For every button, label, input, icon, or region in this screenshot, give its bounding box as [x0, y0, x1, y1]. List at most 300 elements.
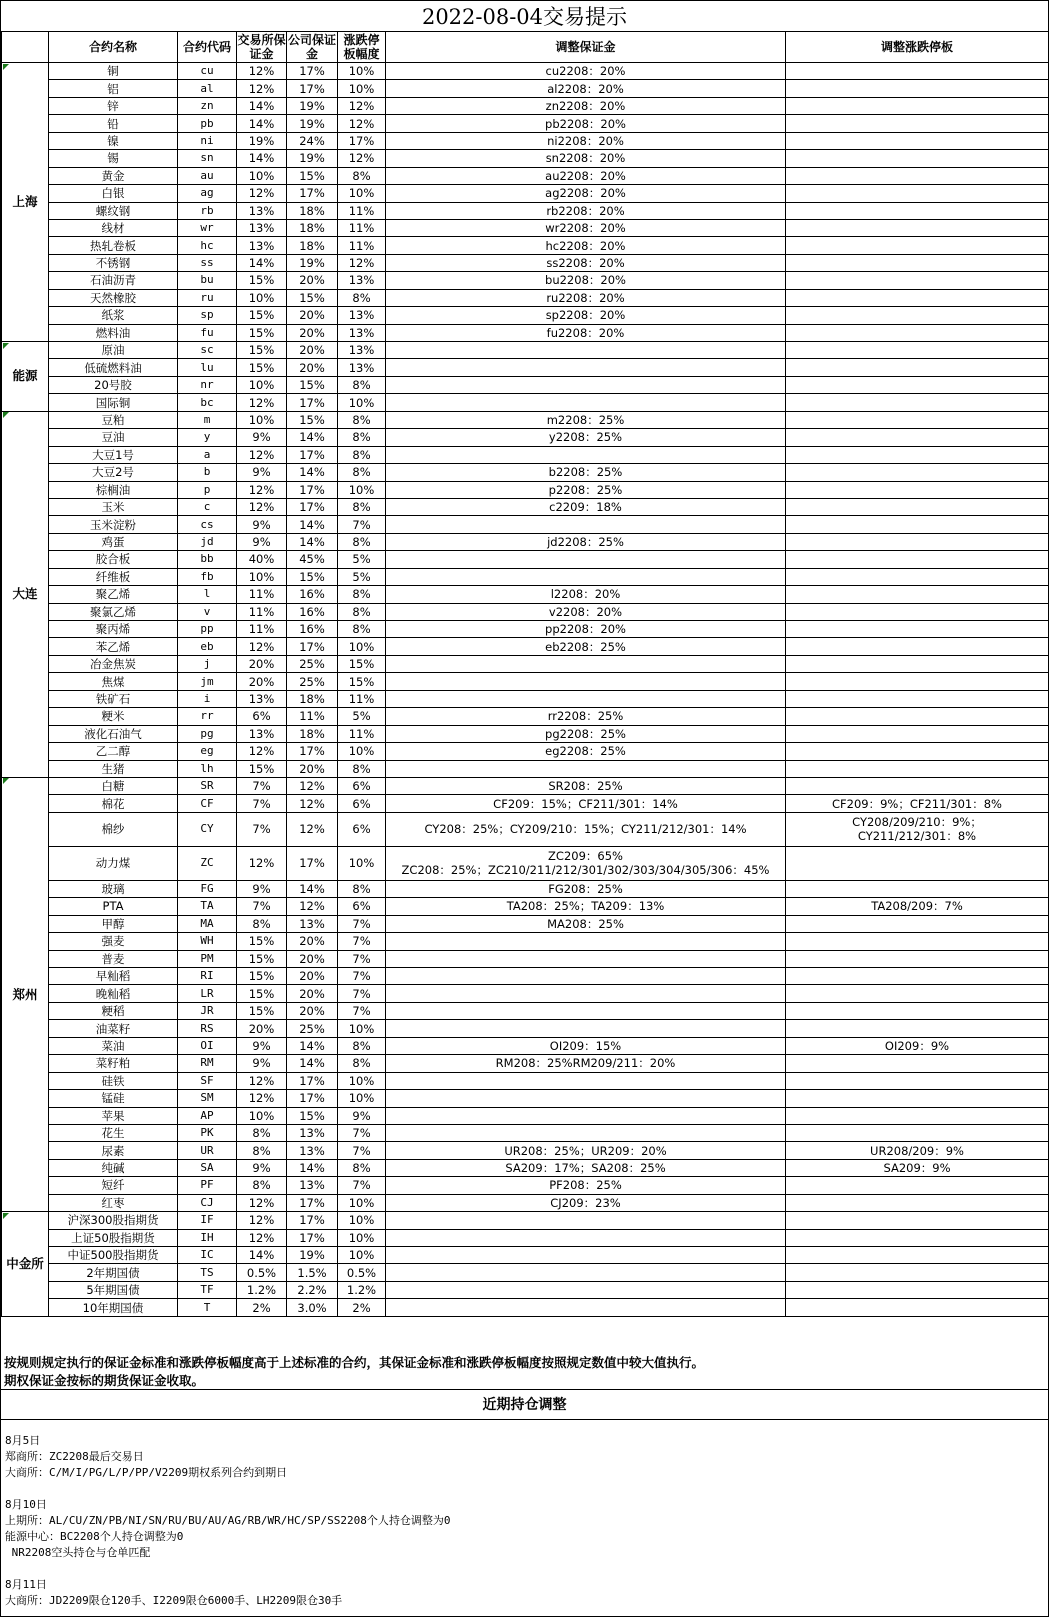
- table-row: [2, 708, 1049, 725]
- page-title: 2022-08-04交易提示: [1, 1, 1048, 32]
- table-row: [2, 1194, 1049, 1211]
- contract-name-cell: 锌: [49, 97, 178, 114]
- price-limit-cell: 13%: [338, 307, 386, 324]
- table-row: [2, 97, 1049, 114]
- note-line: 能源中心：BC2208个人持仓调整为0: [5, 1530, 184, 1543]
- company-margin-cell: 20%: [287, 307, 338, 324]
- table-row: [2, 272, 1049, 289]
- adjusted-margin-cell: m2208：25%: [386, 411, 786, 428]
- exchange-margin-cell: 10%: [237, 411, 287, 428]
- contract-code-cell: ru: [178, 289, 237, 306]
- price-limit-cell: 7%: [338, 968, 386, 985]
- exchange-margin-cell: 12%: [237, 1072, 287, 1089]
- company-margin-cell: 17%: [287, 1212, 338, 1229]
- contract-code-cell: a: [178, 446, 237, 463]
- company-margin-cell: 15%: [287, 376, 338, 393]
- exchange-margin-cell: 15%: [237, 1002, 287, 1019]
- company-margin-cell: 16%: [287, 603, 338, 620]
- adjusted-limit-cell: [786, 132, 1049, 149]
- adjusted-margin-cell: bu2208：20%: [386, 272, 786, 289]
- price-limit-cell: 13%: [338, 359, 386, 376]
- table-row: [2, 481, 1049, 498]
- table-row: [2, 359, 1049, 376]
- company-margin-cell: 19%: [287, 254, 338, 271]
- adjusted-limit-cell: [786, 150, 1049, 167]
- exchange-margin-cell: 12%: [237, 846, 287, 880]
- adjusted-margin-cell: fu2208：20%: [386, 324, 786, 341]
- contract-code-cell: PM: [178, 950, 237, 967]
- contract-code-cell: ss: [178, 254, 237, 271]
- exchange-margin-cell: 1.2%: [237, 1281, 287, 1298]
- price-limit-cell: 9%: [338, 1107, 386, 1124]
- table-row: [2, 516, 1049, 533]
- company-margin-cell: 12%: [287, 795, 338, 812]
- price-limit-cell: 7%: [338, 1002, 386, 1019]
- note-date: 8月10日: [5, 1498, 47, 1511]
- adjusted-margin-cell: [386, 673, 786, 690]
- exchange-margin-cell: 7%: [237, 795, 287, 812]
- price-limit-cell: 12%: [338, 97, 386, 114]
- company-margin-cell: 12%: [287, 777, 338, 794]
- company-margin-cell: 20%: [287, 324, 338, 341]
- company-margin-cell: 20%: [287, 760, 338, 777]
- price-limit-cell: 10%: [338, 1229, 386, 1246]
- table-row: [2, 1124, 1049, 1141]
- adjusted-margin-cell: CF209：15%；CF211/301：14%: [386, 795, 786, 812]
- contract-name-cell: 豆油: [49, 429, 178, 446]
- adjusted-limit-cell: [786, 1247, 1049, 1264]
- adjusted-limit-cell: [786, 254, 1049, 271]
- exchange-margin-cell: 12%: [237, 80, 287, 97]
- table-row: [2, 968, 1049, 985]
- adjusted-limit-cell: [786, 481, 1049, 498]
- price-limit-cell: 8%: [338, 498, 386, 515]
- company-margin-cell: 17%: [287, 80, 338, 97]
- table-row: [2, 725, 1049, 742]
- exchange-margin-cell: 9%: [237, 1037, 287, 1054]
- company-margin-cell: 20%: [287, 1002, 338, 1019]
- exchange-margin-cell: 0.5%: [237, 1264, 287, 1281]
- table-row: [2, 568, 1049, 585]
- exchange-margin-cell: 9%: [237, 880, 287, 897]
- contract-code-cell: FG: [178, 880, 237, 897]
- company-margin-cell: 14%: [287, 533, 338, 550]
- adjusted-limit-cell: [786, 533, 1049, 550]
- price-limit-cell: 8%: [338, 603, 386, 620]
- rule-note-line-1: 按规则规定执行的保证金标准和涨跌停板幅度高于上述标准的合约，其保证金标准和涨跌停板幅度按照规定数值中较大值执行。: [4, 1355, 705, 1370]
- note-line: 大商所：C/M/I/PG/L/P/PP/V2209期权系列合约到期日: [5, 1466, 288, 1479]
- adjusted-limit-cell: [786, 411, 1049, 428]
- exchange-margin-cell: 10%: [237, 376, 287, 393]
- exchange-margin-cell: 13%: [237, 690, 287, 707]
- price-limit-cell: 13%: [338, 272, 386, 289]
- company-margin-cell: 17%: [287, 185, 338, 202]
- exchange-cell: 郑州: [2, 777, 49, 1211]
- price-limit-cell: 10%: [338, 394, 386, 411]
- price-limit-cell: 10%: [338, 1020, 386, 1037]
- contract-name-cell: 10年期国债: [49, 1299, 178, 1316]
- adjusted-margin-cell: [386, 985, 786, 1002]
- adjusted-margin-cell: [386, 1020, 786, 1037]
- table-row: [2, 880, 1049, 897]
- table-row: [2, 915, 1049, 932]
- contract-code-cell: bu: [178, 272, 237, 289]
- company-margin-cell: 13%: [287, 1124, 338, 1141]
- adjusted-margin-cell: rb2208：20%: [386, 202, 786, 219]
- company-margin-cell: 17%: [287, 498, 338, 515]
- adjusted-margin-cell: [386, 1072, 786, 1089]
- company-margin-cell: 25%: [287, 673, 338, 690]
- table-row: [2, 1281, 1049, 1298]
- price-limit-cell: 10%: [338, 1090, 386, 1107]
- price-limit-cell: 12%: [338, 254, 386, 271]
- contract-code-cell: rr: [178, 708, 237, 725]
- exchange-margin-cell: 14%: [237, 115, 287, 132]
- company-margin-cell: 19%: [287, 97, 338, 114]
- contract-code-cell: RM: [178, 1055, 237, 1072]
- recent-adjustments-notes: [5, 1433, 1045, 1609]
- contract-name-cell: 豆粕: [49, 411, 178, 428]
- adjusted-limit-cell: [786, 1194, 1049, 1211]
- adjusted-limit-cell: [786, 933, 1049, 950]
- contract-name-cell: 镍: [49, 132, 178, 149]
- contract-code-cell: jm: [178, 673, 237, 690]
- exchange-margin-cell: 15%: [237, 950, 287, 967]
- company-margin-cell: 14%: [287, 1159, 338, 1176]
- price-limit-cell: 11%: [338, 725, 386, 742]
- contract-name-cell: 黄金: [49, 167, 178, 184]
- contract-code-cell: bb: [178, 551, 237, 568]
- contract-code-cell: TF: [178, 1281, 237, 1298]
- contract-code-cell: eb: [178, 638, 237, 655]
- adjusted-margin-cell: CJ209：23%: [386, 1194, 786, 1211]
- contract-code-cell: ag: [178, 185, 237, 202]
- contract-name-cell: 油菜籽: [49, 1020, 178, 1037]
- company-margin-cell: 1.5%: [287, 1264, 338, 1281]
- exchange-margin-cell: 10%: [237, 568, 287, 585]
- exchange-margin-cell: 11%: [237, 603, 287, 620]
- price-limit-cell: 10%: [338, 638, 386, 655]
- price-limit-cell: 7%: [338, 516, 386, 533]
- price-limit-cell: 11%: [338, 219, 386, 236]
- adjusted-limit-cell: [786, 1090, 1049, 1107]
- company-margin-cell: 15%: [287, 289, 338, 306]
- adjusted-limit-cell: [786, 725, 1049, 742]
- adjusted-margin-cell: CY208：25%；CY209/210：15%；CY211/212/301：14%: [386, 812, 786, 846]
- table-row: [2, 429, 1049, 446]
- contract-name-cell: 生猪: [49, 760, 178, 777]
- contract-code-cell: PF: [178, 1177, 237, 1194]
- exchange-margin-cell: 40%: [237, 551, 287, 568]
- company-margin-cell: 20%: [287, 968, 338, 985]
- table-row: [2, 533, 1049, 550]
- adjusted-limit-cell: [786, 1107, 1049, 1124]
- adjusted-limit-cell: [786, 655, 1049, 672]
- company-margin-cell: 12%: [287, 812, 338, 846]
- contract-code-cell: lh: [178, 760, 237, 777]
- adjusted-limit-cell: [786, 97, 1049, 114]
- adjusted-margin-cell: [386, 1264, 786, 1281]
- adjusted-limit-cell: [786, 846, 1049, 880]
- contract-name-cell: 铁矿石: [49, 690, 178, 707]
- exchange-margin-cell: 19%: [237, 132, 287, 149]
- table-row: [2, 985, 1049, 1002]
- company-margin-cell: 20%: [287, 950, 338, 967]
- adjusted-margin-cell: [386, 342, 786, 359]
- adjusted-limit-cell: [786, 307, 1049, 324]
- contract-name-cell: 硅铁: [49, 1072, 178, 1089]
- contract-code-cell: LR: [178, 985, 237, 1002]
- price-limit-cell: 8%: [338, 1159, 386, 1176]
- company-margin-cell: 19%: [287, 150, 338, 167]
- adjusted-limit-cell: [786, 673, 1049, 690]
- contract-code-cell: SM: [178, 1090, 237, 1107]
- company-margin-cell: 25%: [287, 655, 338, 672]
- adjusted-limit-cell: [786, 915, 1049, 932]
- contract-name-cell: 棉花: [49, 795, 178, 812]
- exchange-margin-cell: 20%: [237, 655, 287, 672]
- adjusted-limit-cell: [786, 1264, 1049, 1281]
- price-limit-cell: 8%: [338, 533, 386, 550]
- adjusted-margin-cell: [386, 1281, 786, 1298]
- company-margin-cell: 3.0%: [287, 1299, 338, 1316]
- price-limit-cell: 6%: [338, 898, 386, 915]
- table-row: [2, 795, 1049, 812]
- contract-name-cell: 玉米淀粉: [49, 516, 178, 533]
- price-limit-cell: 11%: [338, 237, 386, 254]
- adjusted-margin-cell: b2208：25%: [386, 464, 786, 481]
- contract-name-cell: 大豆1号: [49, 446, 178, 463]
- contract-name-cell: 铅: [49, 115, 178, 132]
- adjusted-margin-cell: TA208：25%；TA209：13%: [386, 898, 786, 915]
- price-limit-cell: 8%: [338, 411, 386, 428]
- contract-name-cell: 上证50股指期货: [49, 1229, 178, 1246]
- contract-name-cell: 白银: [49, 185, 178, 202]
- contract-name-cell: 低硫燃料油: [49, 359, 178, 376]
- price-limit-cell: 13%: [338, 342, 386, 359]
- contract-name-cell: 胶合板: [49, 551, 178, 568]
- exchange-margin-cell: 12%: [237, 1194, 287, 1211]
- contract-code-cell: IC: [178, 1247, 237, 1264]
- table-row: [2, 63, 1049, 80]
- price-limit-cell: 8%: [338, 429, 386, 446]
- table-row: [2, 342, 1049, 359]
- adjusted-limit-cell: [786, 621, 1049, 638]
- price-limit-cell: 7%: [338, 933, 386, 950]
- contract-code-cell: RS: [178, 1020, 237, 1037]
- contract-code-cell: TS: [178, 1264, 237, 1281]
- exchange-margin-cell: 15%: [237, 985, 287, 1002]
- company-margin-cell: 18%: [287, 725, 338, 742]
- company-margin-cell: 17%: [287, 1090, 338, 1107]
- company-margin-cell: 16%: [287, 586, 338, 603]
- table-row: [2, 237, 1049, 254]
- price-limit-cell: 7%: [338, 1142, 386, 1159]
- adjusted-limit-cell: [786, 1229, 1049, 1246]
- table-row: [2, 115, 1049, 132]
- company-margin-cell: 20%: [287, 933, 338, 950]
- adjusted-limit-cell: [786, 342, 1049, 359]
- exchange-margin-cell: 2%: [237, 1299, 287, 1316]
- adjusted-margin-cell: UR208：25%；UR209：20%: [386, 1142, 786, 1159]
- contract-code-cell: l: [178, 586, 237, 603]
- adjusted-margin-cell: ss2208：20%: [386, 254, 786, 271]
- company-margin-cell: 20%: [287, 985, 338, 1002]
- price-limit-cell: 11%: [338, 202, 386, 219]
- table-row: [2, 846, 1049, 880]
- exchange-margin-cell: 15%: [237, 968, 287, 985]
- adjusted-margin-cell: rr2208：25%: [386, 708, 786, 725]
- adjusted-limit-cell: [786, 880, 1049, 897]
- contract-name-cell: 鸡蛋: [49, 533, 178, 550]
- adjusted-margin-cell: p2208：25%: [386, 481, 786, 498]
- contract-code-cell: jd: [178, 533, 237, 550]
- exchange-margin-cell: 11%: [237, 586, 287, 603]
- contract-name-cell: 玉米: [49, 498, 178, 515]
- company-margin-cell: 15%: [287, 568, 338, 585]
- table-row: [2, 1264, 1049, 1281]
- exchange-margin-cell: 7%: [237, 898, 287, 915]
- contract-name-cell: 苹果: [49, 1107, 178, 1124]
- adjusted-margin-cell: [386, 568, 786, 585]
- contract-code-cell: AP: [178, 1107, 237, 1124]
- adjusted-margin-cell: [386, 359, 786, 376]
- note-spacer: [5, 1561, 1045, 1577]
- adjusted-margin-cell: ag2208：20%: [386, 185, 786, 202]
- table-row: [2, 690, 1049, 707]
- contract-code-cell: ni: [178, 132, 237, 149]
- adjusted-limit-cell: UR208/209：9%: [786, 1142, 1049, 1159]
- contract-name-cell: 菜油: [49, 1037, 178, 1054]
- adjusted-margin-cell: sn2208：20%: [386, 150, 786, 167]
- adjusted-limit-cell: [786, 551, 1049, 568]
- adjusted-limit-cell: [786, 272, 1049, 289]
- table-row: [2, 376, 1049, 393]
- company-margin-cell: 17%: [287, 481, 338, 498]
- contract-name-cell: 螺纹钢: [49, 202, 178, 219]
- exchange-margin-cell: 15%: [237, 272, 287, 289]
- company-margin-cell: 14%: [287, 1055, 338, 1072]
- company-margin-cell: 24%: [287, 132, 338, 149]
- table-row: [2, 673, 1049, 690]
- header-contract-name: 合约名称: [49, 32, 178, 63]
- adjusted-limit-cell: [786, 324, 1049, 341]
- contract-name-cell: 晚籼稻: [49, 985, 178, 1002]
- exchange-margin-cell: 9%: [237, 1159, 287, 1176]
- table-row: [2, 1090, 1049, 1107]
- price-limit-cell: 1.2%: [338, 1281, 386, 1298]
- contract-name-cell: 强麦: [49, 933, 178, 950]
- table-row: [2, 219, 1049, 236]
- table-row: [2, 760, 1049, 777]
- table-row: [2, 80, 1049, 97]
- contract-name-cell: 粳米: [49, 708, 178, 725]
- price-limit-cell: 6%: [338, 795, 386, 812]
- contract-name-cell: 聚氯乙烯: [49, 603, 178, 620]
- cell-marker: [3, 1213, 9, 1219]
- contract-code-cell: MA: [178, 915, 237, 932]
- company-margin-cell: 17%: [287, 846, 338, 880]
- exchange-margin-cell: 12%: [237, 1090, 287, 1107]
- table-row: [2, 586, 1049, 603]
- contract-name-cell: 不锈钢: [49, 254, 178, 271]
- adjusted-limit-cell: [786, 446, 1049, 463]
- exchange-margin-cell: 15%: [237, 359, 287, 376]
- contract-code-cell: sn: [178, 150, 237, 167]
- rule-note-line-2: 期权保证金按标的期货保证金收取。: [4, 1373, 205, 1388]
- company-margin-cell: 15%: [287, 411, 338, 428]
- price-limit-cell: 10%: [338, 1072, 386, 1089]
- contract-name-cell: 沪深300股指期货: [49, 1212, 178, 1229]
- header-adjusted-limit: 调整涨跌停板: [786, 32, 1049, 63]
- table-row: [2, 324, 1049, 341]
- contract-name-cell: 焦煤: [49, 673, 178, 690]
- note-date: 8月5日: [5, 1434, 41, 1447]
- company-margin-cell: 20%: [287, 359, 338, 376]
- price-limit-cell: 17%: [338, 132, 386, 149]
- price-limit-cell: 12%: [338, 115, 386, 132]
- table-row: [2, 551, 1049, 568]
- adjusted-limit-cell: [786, 429, 1049, 446]
- exchange-margin-cell: 20%: [237, 673, 287, 690]
- contract-name-cell: 尿素: [49, 1142, 178, 1159]
- note-line: NR2208空头持仓与仓单匹配: [5, 1546, 151, 1559]
- contract-code-cell: c: [178, 498, 237, 515]
- table-row: [2, 289, 1049, 306]
- exchange-margin-cell: 10%: [237, 289, 287, 306]
- contract-name-cell: 乙二醇: [49, 743, 178, 760]
- contract-code-cell: bc: [178, 394, 237, 411]
- contract-name-cell: 甲醇: [49, 915, 178, 932]
- exchange-margin-cell: 12%: [237, 394, 287, 411]
- adjusted-margin-cell: ni2208：20%: [386, 132, 786, 149]
- contract-code-cell: SF: [178, 1072, 237, 1089]
- header-exchange-margin: 交易所保证金: [237, 33, 286, 61]
- exchange-margin-cell: 12%: [237, 498, 287, 515]
- price-limit-cell: 10%: [338, 1194, 386, 1211]
- price-limit-cell: 8%: [338, 586, 386, 603]
- contract-name-cell: 纤维板: [49, 568, 178, 585]
- contract-code-cell: ZC: [178, 846, 237, 880]
- note-line: 上期所：AL/CU/ZN/PB/NI/SN/RU/BU/AU/AG/RB/WR/HC/SP/SS2208个人持仓调整为0: [5, 1514, 451, 1527]
- exchange-margin-cell: 12%: [237, 446, 287, 463]
- contract-code-cell: pp: [178, 621, 237, 638]
- adjusted-margin-cell: pb2208：20%: [386, 115, 786, 132]
- contract-code-cell: CY: [178, 812, 237, 846]
- price-limit-cell: 7%: [338, 1124, 386, 1141]
- adjusted-limit-cell: [786, 985, 1049, 1002]
- contract-code-cell: CJ: [178, 1194, 237, 1211]
- contract-code-cell: CF: [178, 795, 237, 812]
- adjusted-margin-cell: [386, 1229, 786, 1246]
- contract-name-cell: 苯乙烯: [49, 638, 178, 655]
- table-row: [2, 1299, 1049, 1316]
- contract-code-cell: zn: [178, 97, 237, 114]
- adjusted-limit-cell: [786, 1020, 1049, 1037]
- contract-code-cell: hc: [178, 237, 237, 254]
- contract-code-cell: p: [178, 481, 237, 498]
- table-row: [2, 621, 1049, 638]
- contract-code-cell: RI: [178, 968, 237, 985]
- adjusted-margin-cell: [386, 1124, 786, 1141]
- exchange-margin-cell: 15%: [237, 324, 287, 341]
- contract-name-cell: 玻璃: [49, 880, 178, 897]
- price-limit-cell: 11%: [338, 690, 386, 707]
- exchange-margin-cell: 13%: [237, 202, 287, 219]
- adjusted-margin-cell: au2208：20%: [386, 167, 786, 184]
- table-row: [2, 202, 1049, 219]
- price-limit-cell: 5%: [338, 708, 386, 725]
